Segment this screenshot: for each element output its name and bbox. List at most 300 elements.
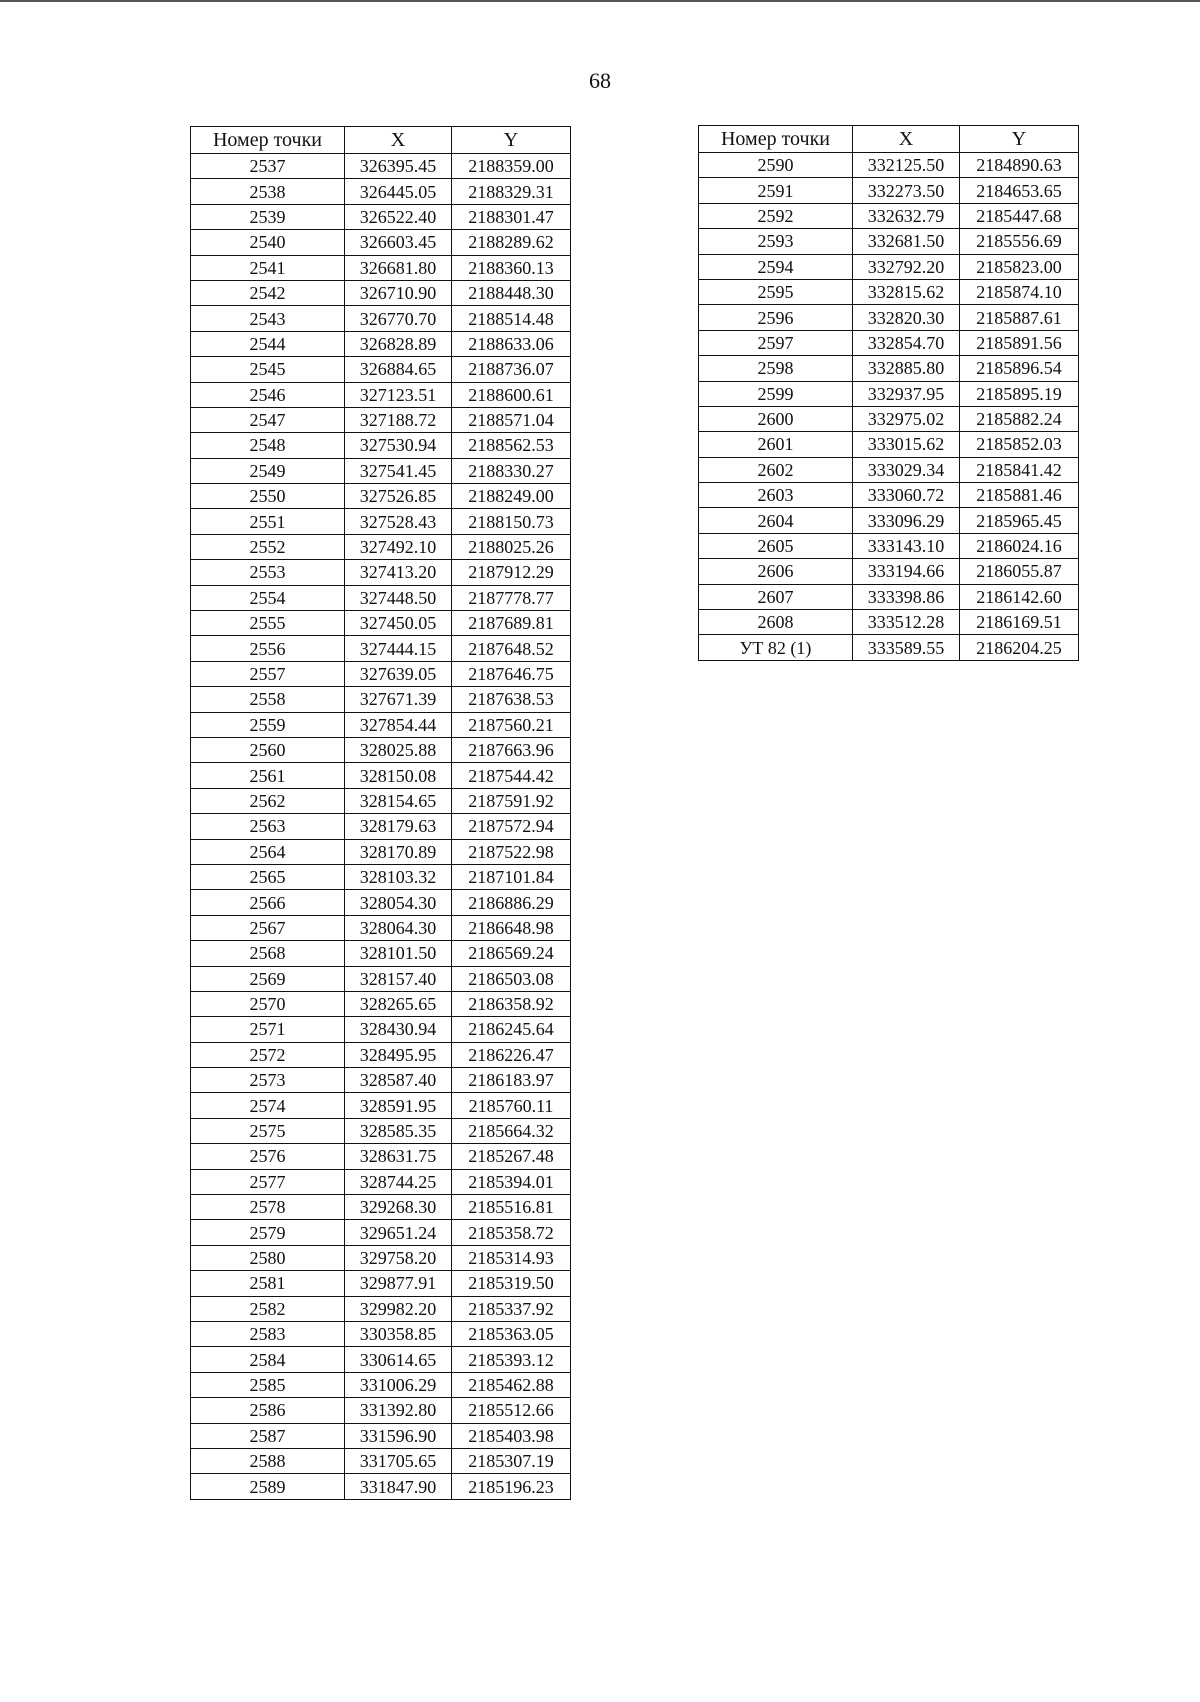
cell-x: 328054.30: [345, 890, 452, 915]
cell-point-number: 2588: [191, 1448, 345, 1473]
cell-point-number: 2548: [191, 433, 345, 458]
cell-y: 2186024.16: [960, 533, 1079, 558]
cell-point-number: 2596: [699, 305, 853, 330]
cell-point-number: 2571: [191, 1017, 345, 1042]
cell-point-number: 2592: [699, 203, 853, 228]
table-row: [191, 1144, 571, 1169]
cell-point-number: 2555: [191, 611, 345, 636]
cell-x: 333398.86: [853, 584, 960, 609]
table-row: [191, 433, 571, 458]
table-row: [191, 661, 571, 686]
table-row: [699, 559, 1079, 584]
cell-y: 2185267.48: [452, 1144, 571, 1169]
cell-point-number: 2560: [191, 737, 345, 762]
cell-point-number: 2604: [699, 508, 853, 533]
cell-point-number: 2544: [191, 331, 345, 356]
cell-point-number: 2567: [191, 915, 345, 940]
cell-point-number: 2597: [699, 330, 853, 355]
cell-y: 2187560.21: [452, 712, 571, 737]
table-row: [191, 204, 571, 229]
cell-point-number: 2587: [191, 1423, 345, 1448]
table-row: [191, 1271, 571, 1296]
cell-point-number: 2563: [191, 814, 345, 839]
cell-y: 2185196.23: [452, 1474, 571, 1499]
cell-point-number: 2554: [191, 585, 345, 610]
cell-x: 328064.30: [345, 915, 452, 940]
cell-y: 2185516.81: [452, 1195, 571, 1220]
cell-y: 2185882.24: [960, 406, 1079, 431]
cell-x: 332815.62: [853, 279, 960, 304]
cell-x: 331705.65: [345, 1448, 452, 1473]
cell-point-number: 2557: [191, 661, 345, 686]
cell-point-number: 2598: [699, 356, 853, 381]
cell-x: 332885.80: [853, 356, 960, 381]
cell-x: 330358.85: [345, 1321, 452, 1346]
cell-x: 327541.45: [345, 458, 452, 483]
cell-y: 2185314.93: [452, 1245, 571, 1270]
table-row: [191, 484, 571, 509]
cell-point-number: 2556: [191, 636, 345, 661]
cell-x: 328495.95: [345, 1042, 452, 1067]
table-row: [699, 330, 1079, 355]
table-row: [699, 203, 1079, 228]
cell-x: 332681.50: [853, 229, 960, 254]
cell-point-number: 2601: [699, 432, 853, 457]
cell-point-number: 2579: [191, 1220, 345, 1245]
cell-x: 328170.89: [345, 839, 452, 864]
table-row: [699, 305, 1079, 330]
cell-y: 2186358.92: [452, 991, 571, 1016]
cell-point-number: 2591: [699, 178, 853, 203]
table-row: [699, 483, 1079, 508]
cell-point-number: 2562: [191, 788, 345, 813]
cell-x: 327444.15: [345, 636, 452, 661]
cell-point-number: 2574: [191, 1093, 345, 1118]
cell-x: 328591.95: [345, 1093, 452, 1118]
cell-y: 2188329.31: [452, 179, 571, 204]
cell-x: 328631.75: [345, 1144, 452, 1169]
table-row: [191, 636, 571, 661]
cell-point-number: 2539: [191, 204, 345, 229]
cell-x: 328585.35: [345, 1118, 452, 1143]
cell-point-number: 2550: [191, 484, 345, 509]
cell-x: 328265.65: [345, 991, 452, 1016]
cell-point-number: 2551: [191, 509, 345, 534]
cell-point-number: 2549: [191, 458, 345, 483]
cell-point-number: 2575: [191, 1118, 345, 1143]
table-row: [191, 560, 571, 585]
cell-y: 2185393.12: [452, 1347, 571, 1372]
cell-point-number: 2558: [191, 687, 345, 712]
cell-y: 2185896.54: [960, 356, 1079, 381]
cell-y: 2185337.92: [452, 1296, 571, 1321]
cell-point-number: 2602: [699, 457, 853, 482]
cell-point-number: 2542: [191, 280, 345, 305]
cell-y: 2185307.19: [452, 1448, 571, 1473]
cell-point-number: 2547: [191, 407, 345, 432]
cell-y: 2186245.64: [452, 1017, 571, 1042]
cell-x: 327492.10: [345, 534, 452, 559]
table-row: [191, 357, 571, 382]
table-row: [699, 610, 1079, 635]
table-row: [191, 1195, 571, 1220]
cell-x: 326710.90: [345, 280, 452, 305]
table-row: [191, 712, 571, 737]
cell-point-number: 2543: [191, 306, 345, 331]
cell-point-number: 2607: [699, 584, 853, 609]
cell-y: 2185874.10: [960, 279, 1079, 304]
cell-x: 331596.90: [345, 1423, 452, 1448]
table-row: [191, 890, 571, 915]
cell-y: 2187912.29: [452, 560, 571, 585]
table-row: [699, 508, 1079, 533]
cell-y: 2185319.50: [452, 1271, 571, 1296]
cell-y: 2187591.92: [452, 788, 571, 813]
cell-x: 329268.30: [345, 1195, 452, 1220]
table-row: [191, 331, 571, 356]
cell-y: 2185965.45: [960, 508, 1079, 533]
cell-y: 2186886.29: [452, 890, 571, 915]
cell-y: 2185895.19: [960, 381, 1079, 406]
cell-x: 328101.50: [345, 941, 452, 966]
cell-y: 2187689.81: [452, 611, 571, 636]
cell-point-number: 2570: [191, 991, 345, 1016]
header-point-number: Номер точки: [191, 127, 345, 154]
table-row: [191, 814, 571, 839]
cell-y: 2188330.27: [452, 458, 571, 483]
cell-x: 332820.30: [853, 305, 960, 330]
cell-y: 2185394.01: [452, 1169, 571, 1194]
cell-point-number: 2581: [191, 1271, 345, 1296]
cell-x: 326828.89: [345, 331, 452, 356]
cell-point-number: 2561: [191, 763, 345, 788]
cell-x: 326522.40: [345, 204, 452, 229]
table-row: [191, 788, 571, 813]
cell-point-number: 2594: [699, 254, 853, 279]
cell-point-number: 2565: [191, 864, 345, 889]
cell-x: 328154.65: [345, 788, 452, 813]
cell-point-number: 2583: [191, 1321, 345, 1346]
table-row: [191, 255, 571, 280]
cell-x: 332937.95: [853, 381, 960, 406]
cell-point-number: 2553: [191, 560, 345, 585]
cell-x: 327671.39: [345, 687, 452, 712]
cell-x: 327639.05: [345, 661, 452, 686]
table-row: [191, 230, 571, 255]
cell-y: 2188359.00: [452, 154, 571, 179]
cell-point-number: 2590: [699, 153, 853, 178]
cell-x: 327528.43: [345, 509, 452, 534]
table-row: [191, 1042, 571, 1067]
cell-y: 2187522.98: [452, 839, 571, 864]
header-y: Y: [960, 126, 1079, 153]
table-row: [699, 457, 1079, 482]
table-row: [191, 1423, 571, 1448]
cell-x: 332632.79: [853, 203, 960, 228]
table-row: [191, 1220, 571, 1245]
cell-y: 2188562.53: [452, 433, 571, 458]
cell-y: 2187646.75: [452, 661, 571, 686]
cell-y: 2185891.56: [960, 330, 1079, 355]
table-row: [191, 458, 571, 483]
cell-x: 327188.72: [345, 407, 452, 432]
cell-point-number: 2576: [191, 1144, 345, 1169]
table-row: [191, 991, 571, 1016]
cell-y: 2185760.11: [452, 1093, 571, 1118]
cell-point-number: 2582: [191, 1296, 345, 1321]
cell-y: 2186055.87: [960, 559, 1079, 584]
cell-x: 332273.50: [853, 178, 960, 203]
cell-point-number: 2573: [191, 1068, 345, 1093]
cell-y: 2187663.96: [452, 737, 571, 762]
cell-point-number: 2541: [191, 255, 345, 280]
cell-y: 2185881.46: [960, 483, 1079, 508]
cell-x: 332125.50: [853, 153, 960, 178]
table-row: [699, 279, 1079, 304]
table-row: [191, 763, 571, 788]
cell-x: 332854.70: [853, 330, 960, 355]
table-row: [191, 280, 571, 305]
cell-x: 333512.28: [853, 610, 960, 635]
cell-y: 2185358.72: [452, 1220, 571, 1245]
table-row: [191, 1448, 571, 1473]
cell-y: 2185447.68: [960, 203, 1079, 228]
cell-y: 2185841.42: [960, 457, 1079, 482]
table-row: [191, 1169, 571, 1194]
cell-y: 2188301.47: [452, 204, 571, 229]
table-row: [191, 864, 571, 889]
table-header-row: [191, 127, 571, 154]
cell-y: 2186503.08: [452, 966, 571, 991]
cell-y: 2188571.04: [452, 407, 571, 432]
table-row: [191, 179, 571, 204]
table-row: [191, 915, 571, 940]
cell-y: 2187101.84: [452, 864, 571, 889]
table-row: [699, 356, 1079, 381]
cell-y: 2185462.88: [452, 1372, 571, 1397]
cell-point-number: 2577: [191, 1169, 345, 1194]
cell-point-number: 2599: [699, 381, 853, 406]
cell-x: 326603.45: [345, 230, 452, 255]
cell-point-number: 2605: [699, 533, 853, 558]
cell-y: 2185403.98: [452, 1423, 571, 1448]
cell-x: 328744.25: [345, 1169, 452, 1194]
cell-point-number: 2566: [191, 890, 345, 915]
table-row: [191, 1372, 571, 1397]
table-header-row: [699, 126, 1079, 153]
cell-x: 333096.29: [853, 508, 960, 533]
table-row: [191, 382, 571, 407]
table-row: [191, 585, 571, 610]
cell-x: 329758.20: [345, 1245, 452, 1270]
cell-x: 328430.94: [345, 1017, 452, 1042]
cell-point-number: 2606: [699, 559, 853, 584]
cell-x: 328150.08: [345, 763, 452, 788]
table-row: [191, 1245, 571, 1270]
cell-x: 333060.72: [853, 483, 960, 508]
table-row: [191, 1474, 571, 1499]
cell-x: 327450.05: [345, 611, 452, 636]
table-row: [191, 737, 571, 762]
table-row: [191, 1093, 571, 1118]
header-y: Y: [452, 127, 571, 154]
cell-point-number: 2584: [191, 1347, 345, 1372]
cell-y: 2188025.26: [452, 534, 571, 559]
cell-y: 2188448.30: [452, 280, 571, 305]
table-row: [191, 1296, 571, 1321]
cell-point-number: 2608: [699, 610, 853, 635]
page-number: 68: [589, 68, 611, 93]
cell-x: 327530.94: [345, 433, 452, 458]
cell-x: 332975.02: [853, 406, 960, 431]
table-row: [191, 941, 571, 966]
cell-x: 327123.51: [345, 382, 452, 407]
table-row: [191, 687, 571, 712]
cell-point-number: 2585: [191, 1372, 345, 1397]
cell-point-number: УТ 82 (1): [699, 635, 853, 660]
cell-y: 2187638.53: [452, 687, 571, 712]
table-row: [699, 254, 1079, 279]
table-row: [699, 381, 1079, 406]
table-row: [699, 406, 1079, 431]
cell-x: 327448.50: [345, 585, 452, 610]
cell-y: 2186142.60: [960, 584, 1079, 609]
cell-y: 2185664.32: [452, 1118, 571, 1143]
cell-y: 2187572.94: [452, 814, 571, 839]
cell-x: 331847.90: [345, 1474, 452, 1499]
cell-y: 2187544.42: [452, 763, 571, 788]
cell-y: 2185887.61: [960, 305, 1079, 330]
cell-point-number: 2552: [191, 534, 345, 559]
cell-y: 2186569.24: [452, 941, 571, 966]
cell-point-number: 2537: [191, 154, 345, 179]
cell-x: 333143.10: [853, 533, 960, 558]
cell-y: 2186648.98: [452, 915, 571, 940]
table-row: [191, 1068, 571, 1093]
cell-x: 326770.70: [345, 306, 452, 331]
cell-x: 328103.32: [345, 864, 452, 889]
table-row: [191, 407, 571, 432]
cell-point-number: 2603: [699, 483, 853, 508]
cell-point-number: 2538: [191, 179, 345, 204]
cell-x: 329877.91: [345, 1271, 452, 1296]
cell-y: 2188633.06: [452, 331, 571, 356]
cell-y: 2185512.66: [452, 1398, 571, 1423]
header-x: X: [853, 126, 960, 153]
cell-x: 333589.55: [853, 635, 960, 660]
table-row: [191, 839, 571, 864]
cell-y: 2188289.62: [452, 230, 571, 255]
cell-y: 2188249.00: [452, 484, 571, 509]
cell-y: 2188600.61: [452, 382, 571, 407]
cell-x: 330614.65: [345, 1347, 452, 1372]
top-border-line: [0, 0, 1200, 2]
cell-point-number: 2593: [699, 229, 853, 254]
cell-x: 326681.80: [345, 255, 452, 280]
cell-y: 2186183.97: [452, 1068, 571, 1093]
cell-point-number: 2559: [191, 712, 345, 737]
cell-point-number: 2578: [191, 1195, 345, 1220]
cell-x: 327854.44: [345, 712, 452, 737]
cell-x: 327526.85: [345, 484, 452, 509]
table-row: [699, 533, 1079, 558]
cell-x: 329651.24: [345, 1220, 452, 1245]
cell-point-number: 2545: [191, 357, 345, 382]
coordinates-table-left: [190, 126, 571, 1500]
table-row: [191, 509, 571, 534]
cell-point-number: 2595: [699, 279, 853, 304]
table-row: [191, 306, 571, 331]
table-row: [191, 1118, 571, 1143]
cell-x: 332792.20: [853, 254, 960, 279]
cell-x: 328179.63: [345, 814, 452, 839]
cell-point-number: 2540: [191, 230, 345, 255]
cell-y: 2186204.25: [960, 635, 1079, 660]
cell-y: 2187648.52: [452, 636, 571, 661]
table-row: [191, 1347, 571, 1372]
cell-y: 2184890.63: [960, 153, 1079, 178]
coordinates-table-right: [698, 125, 1079, 661]
cell-point-number: 2580: [191, 1245, 345, 1270]
cell-y: 2185852.03: [960, 432, 1079, 457]
cell-point-number: 2568: [191, 941, 345, 966]
cell-y: 2186226.47: [452, 1042, 571, 1067]
table-row: [699, 635, 1079, 660]
cell-x: 326884.65: [345, 357, 452, 382]
table-row: [191, 611, 571, 636]
cell-x: 333029.34: [853, 457, 960, 482]
cell-x: 331392.80: [345, 1398, 452, 1423]
table-row: [191, 1398, 571, 1423]
table-row: [699, 229, 1079, 254]
cell-x: 328157.40: [345, 966, 452, 991]
cell-point-number: 2572: [191, 1042, 345, 1067]
cell-y: 2185823.00: [960, 254, 1079, 279]
cell-y: 2185556.69: [960, 229, 1079, 254]
cell-y: 2185363.05: [452, 1321, 571, 1346]
header-x: X: [345, 127, 452, 154]
cell-x: 328025.88: [345, 737, 452, 762]
cell-x: 331006.29: [345, 1372, 452, 1397]
cell-x: 327413.20: [345, 560, 452, 585]
table-row: [191, 1017, 571, 1042]
cell-point-number: 2589: [191, 1474, 345, 1499]
table-row: [699, 584, 1079, 609]
cell-x: 333194.66: [853, 559, 960, 584]
cell-y: 2188736.07: [452, 357, 571, 382]
cell-x: 326445.05: [345, 179, 452, 204]
cell-x: 326395.45: [345, 154, 452, 179]
cell-x: 329982.20: [345, 1296, 452, 1321]
header-point-number: Номер точки: [699, 126, 853, 153]
cell-y: 2188360.13: [452, 255, 571, 280]
cell-y: 2187778.77: [452, 585, 571, 610]
cell-point-number: 2600: [699, 406, 853, 431]
table-row: [191, 1321, 571, 1346]
table-row: [699, 178, 1079, 203]
table-row: [191, 966, 571, 991]
cell-point-number: 2546: [191, 382, 345, 407]
table-row: [191, 534, 571, 559]
cell-point-number: 2564: [191, 839, 345, 864]
cell-y: 2184653.65: [960, 178, 1079, 203]
table-row: [699, 432, 1079, 457]
cell-y: 2188514.48: [452, 306, 571, 331]
cell-point-number: 2569: [191, 966, 345, 991]
table-row: [191, 154, 571, 179]
cell-y: 2186169.51: [960, 610, 1079, 635]
cell-point-number: 2586: [191, 1398, 345, 1423]
